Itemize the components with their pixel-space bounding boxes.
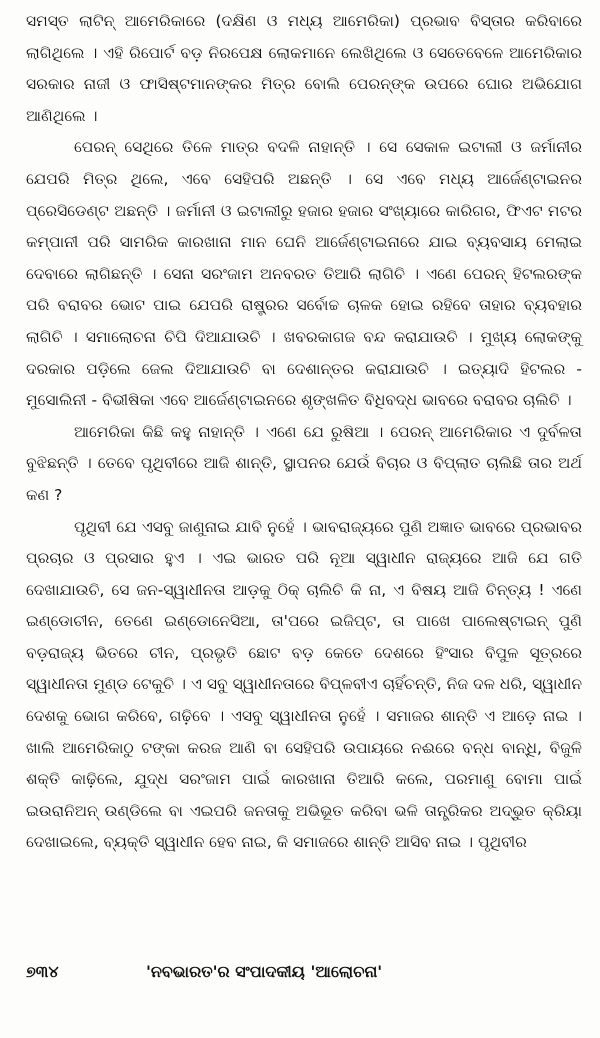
running-title: 'ନବଭାରତ'ର ସଂପାଦକୀୟ 'ଆଲୋଚନା' xyxy=(146,962,383,981)
page-number: ୭୩୪ xyxy=(26,962,59,981)
paragraph-1: ସମସ୍ତ ଲାଟିନ୍ ଆମେରିକାରେ (ଦକ୍ଷିଣ ଓ ମଧ୍ୟ ଆମେରିକା) ପ୍ରଭାବ ବିସ୍ତାର କରିବାରେ ଲାଗିଥିଲେ । ଏହି ରିପୋର୍ଟ ବଡ଼ ନିରପେକ୍ଷ ଲୋକମାନେ ଲେଖିଥିଲେ ଓ ସେତେବେଳେ ଆମେରିକାର ସରକାର ନାଜୀ ଓ ଫାସିଷ୍ଟମାନଙ୍କର ମିତ୍ର ବୋଲି ପେରନ୍‌ଙ୍କ ଉପରେ ଘୋର ଅଭିଯୋଗ ଆଣିଥିଲେ । xyxy=(26,12,582,125)
paragraph-3: ଆମେରିକା କିଛି କହୁ ନାହାନ୍ତି । ଏଣେ ଯେ ରୁଷିଆ । ପେରନ୍ ଆମେରିକାର ଏ ଦୁର୍ବଳତା ବୁଝିଛନ୍ତି । ତେବେ ପୃଥିବୀରେ ଆଜି ଶାନ୍ତି, ସ୍ଥାପନର ଯେଉଁ ବିଚାର ଓ ବିପ୍ଲାତ ଚାଲିଛି ତାର ଅର୍ଥ କଣ ? xyxy=(26,422,582,504)
paragraph-4: ପୃଥିବୀ ଯେ ଏସବୁ ଜାଣୁନାଇ ଯାବି ନୁହେଁ । ଭାବରାଜ୍ୟରେ ପୁଣି ଅଜ୍ଞାତ ଭାବରେ ପ୍ରଭାବର ପ୍ରଚାର ଓ ପ୍ରସାର ହୁଏ । ଏଇ ଭାରତ ପରି ନୂଆ ସ୍ୱାଧୀନ ରାଜ୍ୟରେ ଆଜି ଯେ ଗତି ଦେଖାଯାଉଚି, ସେ ଜନ-ସ୍ୱାଧୀନତା ଆଡ଼କୁ ଠିକ୍ ଚାଲିଚି କି ନା, ଏ ବିଷୟ ଆଜି ଚିନ୍ତ୍ୟ ! ଏଣେ ଇଣ୍ଡୋଚୀନ, ତେଣେ ଇଣ୍ଡୋନେସିଆ, ତା'ପରେ ଇଜିପ୍ଟ, ତା ପାଖେ ପାଲେଷ୍ଟାଇନ୍ ପୁଣି ବଡ଼ରାଜ୍ୟ ଭିତରେ ଚୀନ, ପ୍ରଭୃତି ଛୋଟ ବଡ଼ କେତେ ଦେଶରେ ହିଂସାର ବିପୁଳ ସୂତ୍ରରେ ସ୍ୱାଧୀନତା ମୁଣ୍ଡ ଟେକୁଚି । ଏ ସବୁ ସ୍ୱାଧୀନତାରେ ବିପ୍ଳବୀଏ ଚାହିଁଚନ୍ତି, ନିଜ ଦଳ ଧରି, ସ୍ୱାଧୀନ ଦେଶକୁ ଭୋଗ କରିବେ, ଗଢ଼ିବେ । ଏସବୁ ସ୍ୱାଧୀନତା ନୁହେଁ । ସମାଜର ଶାନ୍ତି ଏ ଆଡ଼େ ନାଇ । ଖାଲି ଆମେରିକାଠୁ ଟଙ୍କା କରଜ ଆଣି ବା ସେହିପରି ଉପାୟରେ ନଈରେ ବନ୍ଧ ବାନ୍ଧି, ବିଜୁଳି ଶକ୍ତି କାଢ଼ିଲେ, ଯୁଦ୍ଧ ସରଂଜାମ ପାଇଁ କାରଖାନା ତିଆରି କଲେ, ପରମାଣୁ ବୋମା ପାଇଁ ଇଉରାନିଅନ୍ ଉଣ୍ଡିଲେ ବା ଏଇପରି ଜନତାକୁ ଅଭିଭୂତ କରିବା ଭଳି ତାନ୍ତ୍ରିକର ଅଦ୍ଭୁତ କ୍ରିୟା ଦେଖାଇଲେ, ବ୍ୟକ୍ତି ସ୍ୱାଧୀନ ହେବ ନାଇ, କି ସମାଜରେ ଶାନ୍ତି ଆସିବ ନାଇ । ପୃଥିବୀର xyxy=(26,517,582,852)
body-text xyxy=(26,6,582,859)
paragraph-2: ପେରନ୍ ସେଥିରେ ତିଳେ ମାତ୍ର ବଦଳି ନାହାନ୍ତି । ସେ ସେକାଳ ଇଟାଲୀ ଓ ଜର୍ମାନୀର ଯେପରି ମିତ୍ର ଥିଲେ, ଏବେ ସେହିପରି ଅଛନ୍ତି । ସେ ଏବେ ମଧ୍ୟ ଆର୍ଜେଣ୍ଟାଇନର ପ୍ରେସିଡେଣ୍ଟ ଅଛନ୍ତି । ଜର୍ମାନୀ ଓ ଇଟାଲୀରୁ ହଜାର ହଜାର ସଂଖ୍ୟାରେ କାରିଗର, ଫିଏଟ ମଟର କମ୍ପାନୀ ପରି ସାମରିକ କାରଖାନା ମାନ ଘେନି ଆର୍ଜେଣ୍ଟାଇନାରେ ଯାଇ ବ୍ୟବସାୟ ମେଲାଇ ଦେବାରେ ଲାଗିଛନ୍ତି । ସେନା ସରଂଜାମ ଅନବରତ ତିଆରି ଲାଗିଚି । ଏଣେ ପେରନ୍ ହିଟଲରଙ୍କ ପରି ବରାବର ଭୋଟ ପାଇ ଯେପରି ରାଷ୍ଟ୍ରର ସର୍ବୋଚ୍ଚ ଚାଳକ ହୋଇ ରହିବେ ତାହାର ବ୍ୟବହାର ଲାଗିଚି । ସମାଲୋଚନା ଚିପି ଦିଆଯାଉଚି । ଖବରକାଗଜ ବନ୍ଦ କରାଯାଉଚି । ମୁଖ୍ୟ ଲୋକଙ୍କୁ ଦରକାର ପଡ଼ିଲେ ଜେଲ ଦିଆଯାଉଚି ବା ଦେଶାନ୍ତର କରାଯାଉଚି । ଇତ୍ୟାଦି ହିଟଲର - ମୁସୋଲିନୀ - ବିଭୀଷିକା ଏବେ ଆର୍ଜେଣ୍ଟାଇନରେ ଶୃଙ୍ଖଳିତ ବିଧିବଦ୍ଧ ଭାବରେ ବରାବର ଚାଲିଚି । xyxy=(26,138,582,410)
page-footer xyxy=(26,958,582,988)
